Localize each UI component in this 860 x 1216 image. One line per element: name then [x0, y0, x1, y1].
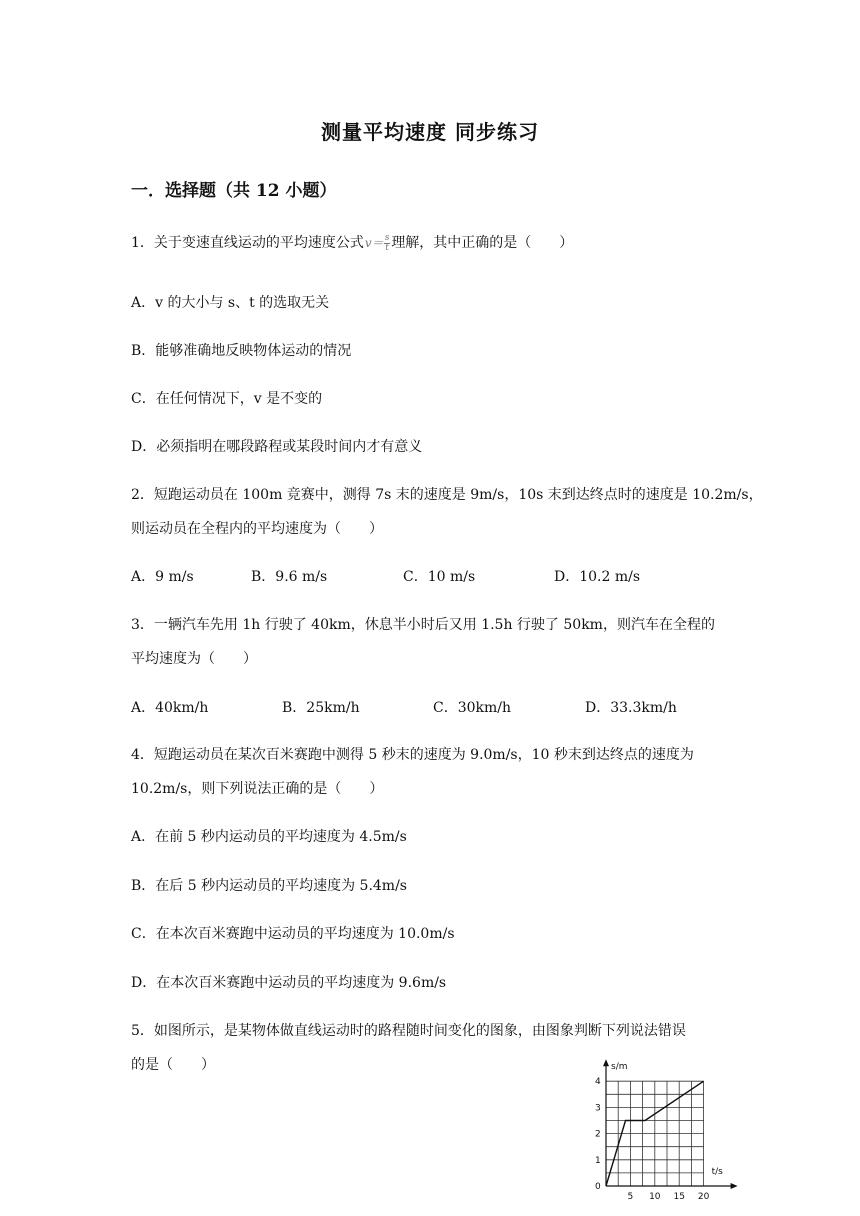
q2-option-b: B．9.6 m/s — [251, 569, 328, 585]
formula-lhs: v＝ — [364, 235, 384, 250]
q4-option-a: A．在前 5 秒内运动员的平均速度为 4.5m/s — [131, 829, 407, 845]
q2-option-a: A．9 m/s — [131, 569, 194, 585]
q1-stem-post: 理解，其中正确的是（ ） — [391, 235, 574, 251]
q4-stem-line2: 10.2m/s，则下列说法正确的是（ ） — [131, 781, 384, 797]
y-tick-label: 3 — [595, 1103, 601, 1114]
q3-option-d: D．33.3km/h — [585, 700, 677, 716]
q4-option-d: D．在本次百米赛跑中运动员的平均速度为 9.6m/s — [131, 975, 447, 991]
x-axis-label: t/s — [711, 1167, 723, 1177]
formula-denominator: t — [385, 242, 389, 253]
q3-option-b: B．25km/h — [282, 700, 360, 716]
q3-option-c: C．30km/h — [433, 700, 512, 716]
q2-stem-line2: 则运动员在全程内的平均速度为（ ） — [131, 521, 383, 537]
x-tick-label: 15 — [673, 1192, 685, 1202]
page-title: 测量平均速度 同步练习 — [321, 120, 539, 144]
q1-option-d: D．必须指明在哪段路程或某段时间内才有意义 — [131, 439, 423, 455]
q3-stem-line2: 平均速度为（ ） — [131, 651, 257, 667]
q5-stem-line2: 的是（ ） — [131, 1057, 215, 1073]
y-axis-arrow — [603, 1059, 609, 1066]
y-tick-label: 4 — [595, 1077, 601, 1088]
x-axis-arrow — [731, 1183, 738, 1189]
q1-stem — [131, 232, 573, 253]
y-tick-label: 2 — [595, 1129, 601, 1140]
formula-numerator: s — [384, 232, 390, 243]
q2-option-d: D．10.2 m/s — [554, 569, 641, 585]
x-tick-label: 10 — [649, 1192, 661, 1202]
x-tick-label: 20 — [697, 1192, 710, 1202]
x-tick-label: 0 — [595, 1182, 601, 1192]
distance-time-graph — [588, 1054, 756, 1202]
q2-stem-line1: 2．短跑运动员在 100m 竞赛中，测得 7s 末的速度是 9m/s，10s 末到达终点时的速度是 10.2m/s， — [131, 487, 763, 503]
y-axis-label: s/m — [611, 1062, 628, 1073]
q3-stem-line1: 3．一辆汽车先用 1h 行驶了 40km，休息半小时后又用 1.5h 行驶了 50km，则汽车在全程的 — [131, 617, 715, 633]
q1-stem-pre: 1．关于变速直线运动的平均速度公式 — [131, 235, 364, 251]
q3-option-a: A．40km/h — [131, 700, 209, 716]
average-velocity-formula — [365, 234, 390, 253]
q4-option-b: B．在后 5 秒内运动员的平均速度为 5.4m/s — [131, 878, 407, 894]
q1-option-a: A．v 的大小与 s、t 的选取无关 — [131, 295, 330, 311]
q4-option-c: C．在本次百米赛跑中运动员的平均速度为 10.0m/s — [131, 926, 455, 942]
q2-option-c: C．10 m/s — [403, 569, 476, 585]
grid — [606, 1081, 704, 1186]
section-heading: 一．选择题（共 12 小题） — [131, 181, 337, 201]
q1-option-c: C．在任何情况下，v 是不变的 — [131, 391, 323, 407]
x-tick-label: 5 — [627, 1192, 634, 1202]
q4-stem-line1: 4．短跑运动员在某次百米赛跑中测得 5 秒末的速度为 9.0m/s，10 秒末到达终点的速度为 — [131, 747, 694, 763]
q1-option-b: B．能够准确地反映物体运动的情况 — [131, 343, 352, 359]
y-tick-label: 1 — [595, 1155, 601, 1166]
q5-stem-line1: 5．如图所示，是某物体做直线运动时的路程随时间变化的图象，由图象判断下列说法错误 — [131, 1023, 686, 1039]
formula-fraction — [384, 234, 391, 253]
